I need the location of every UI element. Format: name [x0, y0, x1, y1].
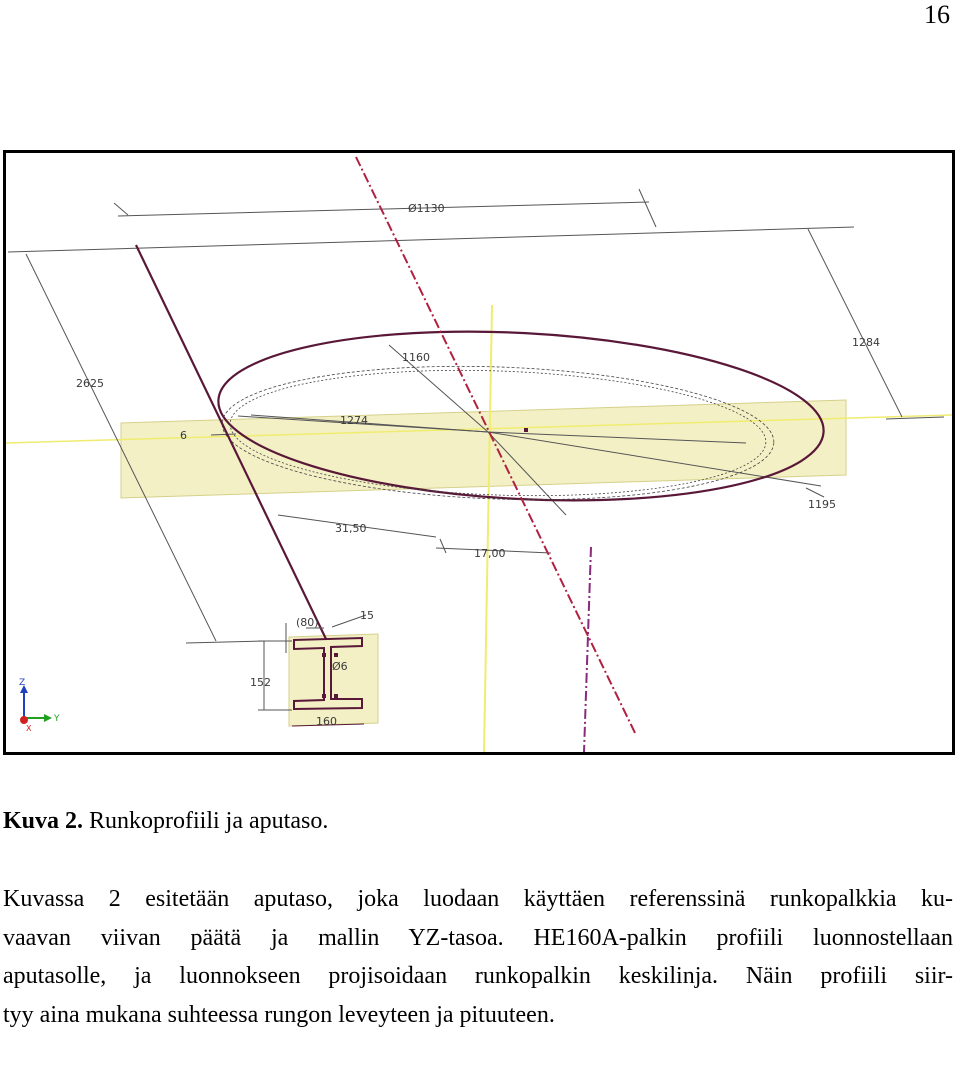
dim-diameter-top: Ø1130 [408, 202, 445, 215]
dim-ellipse-axis: 1160 [402, 351, 430, 364]
axis-triad [19, 678, 60, 733]
figure-caption [3, 808, 328, 835]
axis-x-label: X [26, 724, 32, 733]
dim-angle-1700: 17,00 [474, 547, 506, 560]
body-paragraph [3, 880, 953, 1034]
cad-drawing [6, 153, 952, 752]
auxiliary-plane [121, 400, 846, 498]
dim-1195: 1195 [808, 498, 836, 511]
purple-centerline [584, 547, 591, 752]
paragraph-line: vaavan viivan päätä ja mallin YZ-tasoa. HE160A-palkin profiili luonnostellaan [3, 924, 953, 951]
dim-profile-80: (80) [296, 616, 319, 629]
caption-label: Kuva 2. [3, 808, 84, 834]
dim-profile-width: 160 [316, 715, 337, 728]
dim-left-height: 2625 [76, 377, 104, 390]
paragraph-line: aputasolle, ja luonnokseen projisoidaan runkopalkin keskilinja. Näin profiili siir- [3, 963, 953, 989]
paragraph-line: tyy aina mukana suhteessa rungon leveyteen ja pituuteen. [3, 1001, 555, 1028]
paragraph-line: Kuvassa 2 esitetään aputaso, joka luodaan käyttäen referenssinä runkopalkkia ku- [3, 886, 953, 912]
cad-figure [3, 150, 955, 755]
dim-hole-diameter: Ø6 [332, 660, 348, 673]
dim-profile-15: 15 [360, 609, 374, 622]
dim-1274: 1274 [340, 414, 368, 427]
dim-offset-6: 6 [180, 429, 187, 442]
axis-z-label: Z [19, 678, 26, 688]
page-number: 16 [924, 0, 950, 29]
dim-angle-3150: 31,50 [335, 522, 367, 535]
caption-text: Runkoprofiili ja aputaso. [83, 808, 329, 834]
plane-axis-vertical [484, 305, 492, 752]
axis-y-label: Y [54, 714, 60, 724]
dim-profile-height: 152 [250, 676, 271, 689]
dim-right-height: 1284 [852, 336, 880, 349]
